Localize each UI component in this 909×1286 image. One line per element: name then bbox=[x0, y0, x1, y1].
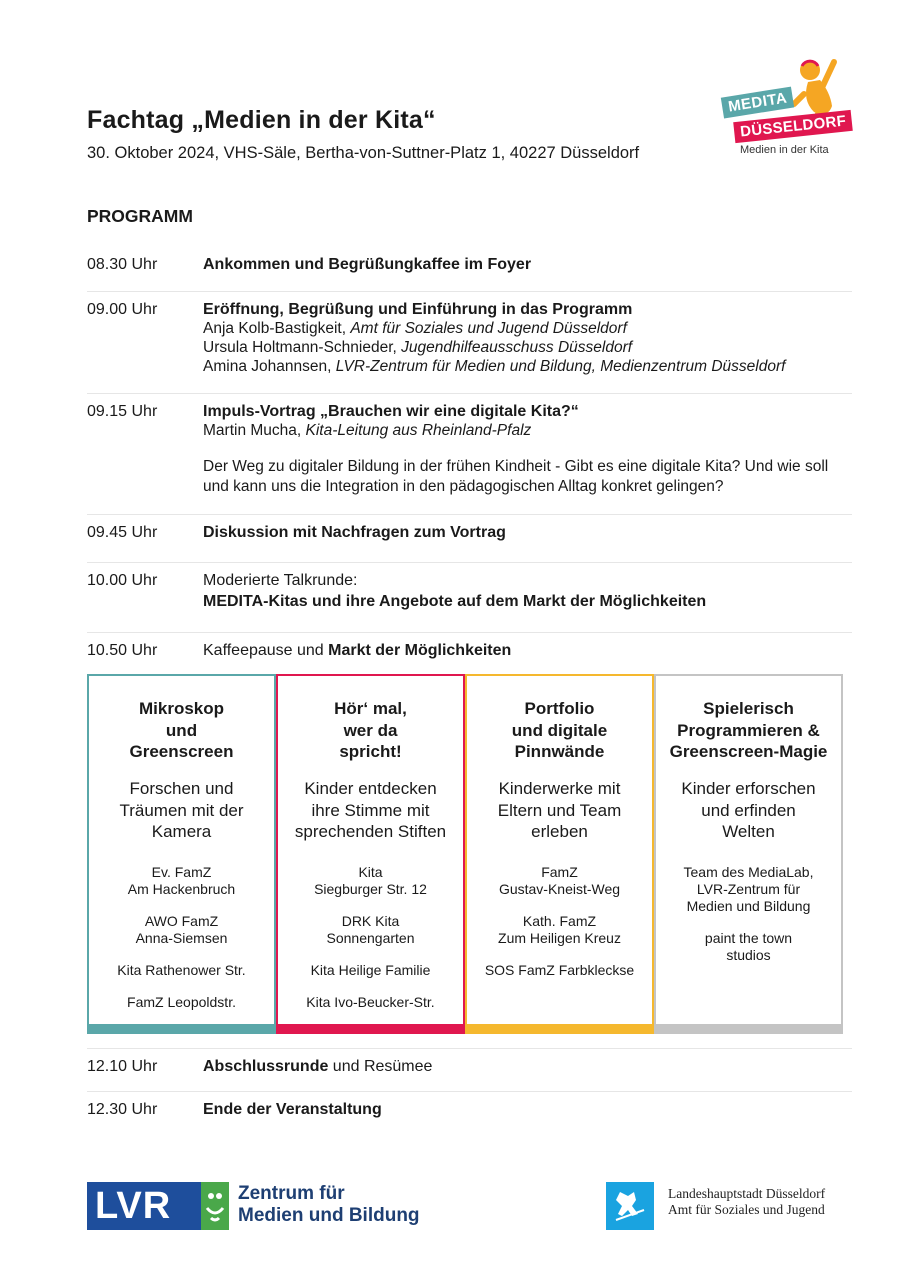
program-title: Diskussion mit Nachfragen zum Vortrag bbox=[203, 524, 506, 541]
place-entry: Kita Siegburger Str. 12 bbox=[314, 864, 427, 897]
program-title: Ankommen und Begrüßungkaffee im Foyer bbox=[203, 256, 532, 273]
divider bbox=[87, 291, 852, 292]
workshop-places bbox=[656, 864, 841, 979]
workshop-places bbox=[278, 864, 463, 1026]
program-time: 12.30 Uhr bbox=[87, 1101, 158, 1118]
speaker-line: Ursula Holtmann-Schnieder, Jugendhilfeausschuss Düsseldorf bbox=[203, 339, 633, 356]
program-time: 10.00 Uhr bbox=[87, 572, 158, 589]
duesseldorf-wordmark: DÜSSELDORF bbox=[733, 110, 853, 143]
divider bbox=[87, 1048, 852, 1049]
talk-description: Der Weg zu digitaler Bildung in der frühen Kindheit - Gibt es eine digitale Kita? Und wie soll und kann uns die Integration in den pädagogischen Alltag konkret gelingen? bbox=[203, 458, 829, 495]
program-time: 10.50 Uhr bbox=[87, 642, 158, 659]
event-details: 30. Oktober 2024, VHS-Säle, Bertha-von-Suttner-Platz 1, 40227 Düsseldorf bbox=[87, 144, 640, 162]
city-name: Landeshauptstadt Düsseldorf Amt für Soziales und Jugend bbox=[668, 1186, 826, 1217]
workshop-places bbox=[467, 864, 652, 994]
place-entry: Team des MediaLab, LVR-Zentrum für Medien und Bildung bbox=[683, 864, 814, 914]
place-entry: FamZ Leopoldstr. bbox=[127, 994, 236, 1010]
workshop-subtitle: Kinderwerke mit Eltern und Team erleben bbox=[497, 779, 622, 841]
workshop-box bbox=[87, 674, 276, 1034]
place-entry: paint the town studios bbox=[704, 930, 793, 963]
workshop-places bbox=[89, 864, 274, 1026]
workshop-subtitle: Kinder entdecken ihre Stimme mit sprechenden Stiften bbox=[294, 779, 447, 841]
program-title: Ende der Veranstaltung bbox=[203, 1101, 382, 1118]
program-title: Kaffeepause und Markt der Möglichkeiten bbox=[203, 642, 512, 659]
workshop-title: Portfolio und digitale Pinnwände bbox=[511, 699, 608, 761]
speaker-line: Martin Mucha, Kita-Leitung aus Rheinland-Pfalz bbox=[203, 422, 532, 439]
color-bar bbox=[89, 1024, 274, 1032]
place-entry: Kita Heilige Familie bbox=[310, 962, 431, 978]
place-entry: SOS FamZ Farbkleckse bbox=[484, 962, 635, 978]
program-time: 09.15 Uhr bbox=[87, 403, 158, 420]
workshop-box bbox=[465, 674, 654, 1034]
program-heading: PROGRAMM bbox=[87, 206, 193, 226]
program-time: 08.30 Uhr bbox=[87, 256, 158, 273]
divider bbox=[87, 514, 852, 515]
workshop-subtitle: Forschen und Träumen mit der Kamera bbox=[119, 779, 244, 841]
logo-tagline: Medien in der Kita bbox=[740, 144, 829, 156]
duesseldorf-lion-icon bbox=[606, 1182, 654, 1230]
medita-wordmark: MEDITA bbox=[721, 87, 795, 119]
program-time: 09.45 Uhr bbox=[87, 524, 158, 541]
divider bbox=[87, 1091, 852, 1092]
place-entry: FamZ Gustav-Kneist-Weg bbox=[498, 864, 621, 897]
lvr-mark-icon bbox=[201, 1182, 229, 1230]
workshop-box bbox=[276, 674, 465, 1034]
lvr-name: Zentrum für Medien und Bildung bbox=[238, 1183, 420, 1226]
program-time: 09.00 Uhr bbox=[87, 301, 158, 318]
workshop-subtitle: Kinder erforschen und erfinden Welten bbox=[681, 779, 816, 841]
place-entry: Kita Ivo-Beucker-Str. bbox=[306, 994, 435, 1010]
program-title: MEDITA-Kitas und ihre Angebote auf dem Markt der Möglichkeiten bbox=[203, 593, 707, 610]
divider bbox=[87, 562, 852, 563]
program-title: Impuls-Vortrag „Brauchen wir eine digitale Kita?“ bbox=[203, 403, 579, 420]
workshop-box bbox=[654, 674, 843, 1034]
place-entry: AWO FamZ Anna-Siemsen bbox=[135, 913, 228, 946]
workshop-title: Hör‘ mal, wer da spricht! bbox=[334, 699, 407, 761]
lvr-logo: LVR bbox=[87, 1182, 201, 1230]
program-title: Abschlussrunde und Resümee bbox=[203, 1058, 433, 1075]
program-time: 12.10 Uhr bbox=[87, 1058, 158, 1075]
place-entry: Kita Rathenower Str. bbox=[117, 962, 246, 978]
color-bar bbox=[656, 1024, 841, 1032]
color-bar bbox=[467, 1024, 652, 1032]
page-title: Fachtag „Medien in der Kita“ bbox=[87, 106, 436, 134]
speaker-line: Amina Johannsen, LVR-Zentrum für Medien und Bildung, Medienzentrum Düsseldorf bbox=[203, 358, 786, 375]
speaker-line: Anja Kolb-Bastigkeit, Amt für Soziales und Jugend Düsseldorf bbox=[203, 320, 627, 337]
workshop-title: Mikroskop und Greenscreen bbox=[129, 699, 234, 761]
program-intro: Moderierte Talkrunde: bbox=[203, 572, 358, 589]
place-entry: Kath. FamZ Zum Heiligen Kreuz bbox=[498, 913, 621, 946]
place-entry: Ev. FamZ Am Hackenbruch bbox=[127, 864, 236, 897]
program-title: Eröffnung, Begrüßung und Einführung in das Programm bbox=[203, 301, 633, 318]
divider bbox=[87, 393, 852, 394]
color-bar bbox=[278, 1024, 463, 1032]
workshop-title: Spielerisch Programmieren & Greenscreen-Magie bbox=[669, 699, 828, 761]
place-entry: DRK Kita Sonnengarten bbox=[326, 913, 415, 946]
divider bbox=[87, 632, 852, 633]
